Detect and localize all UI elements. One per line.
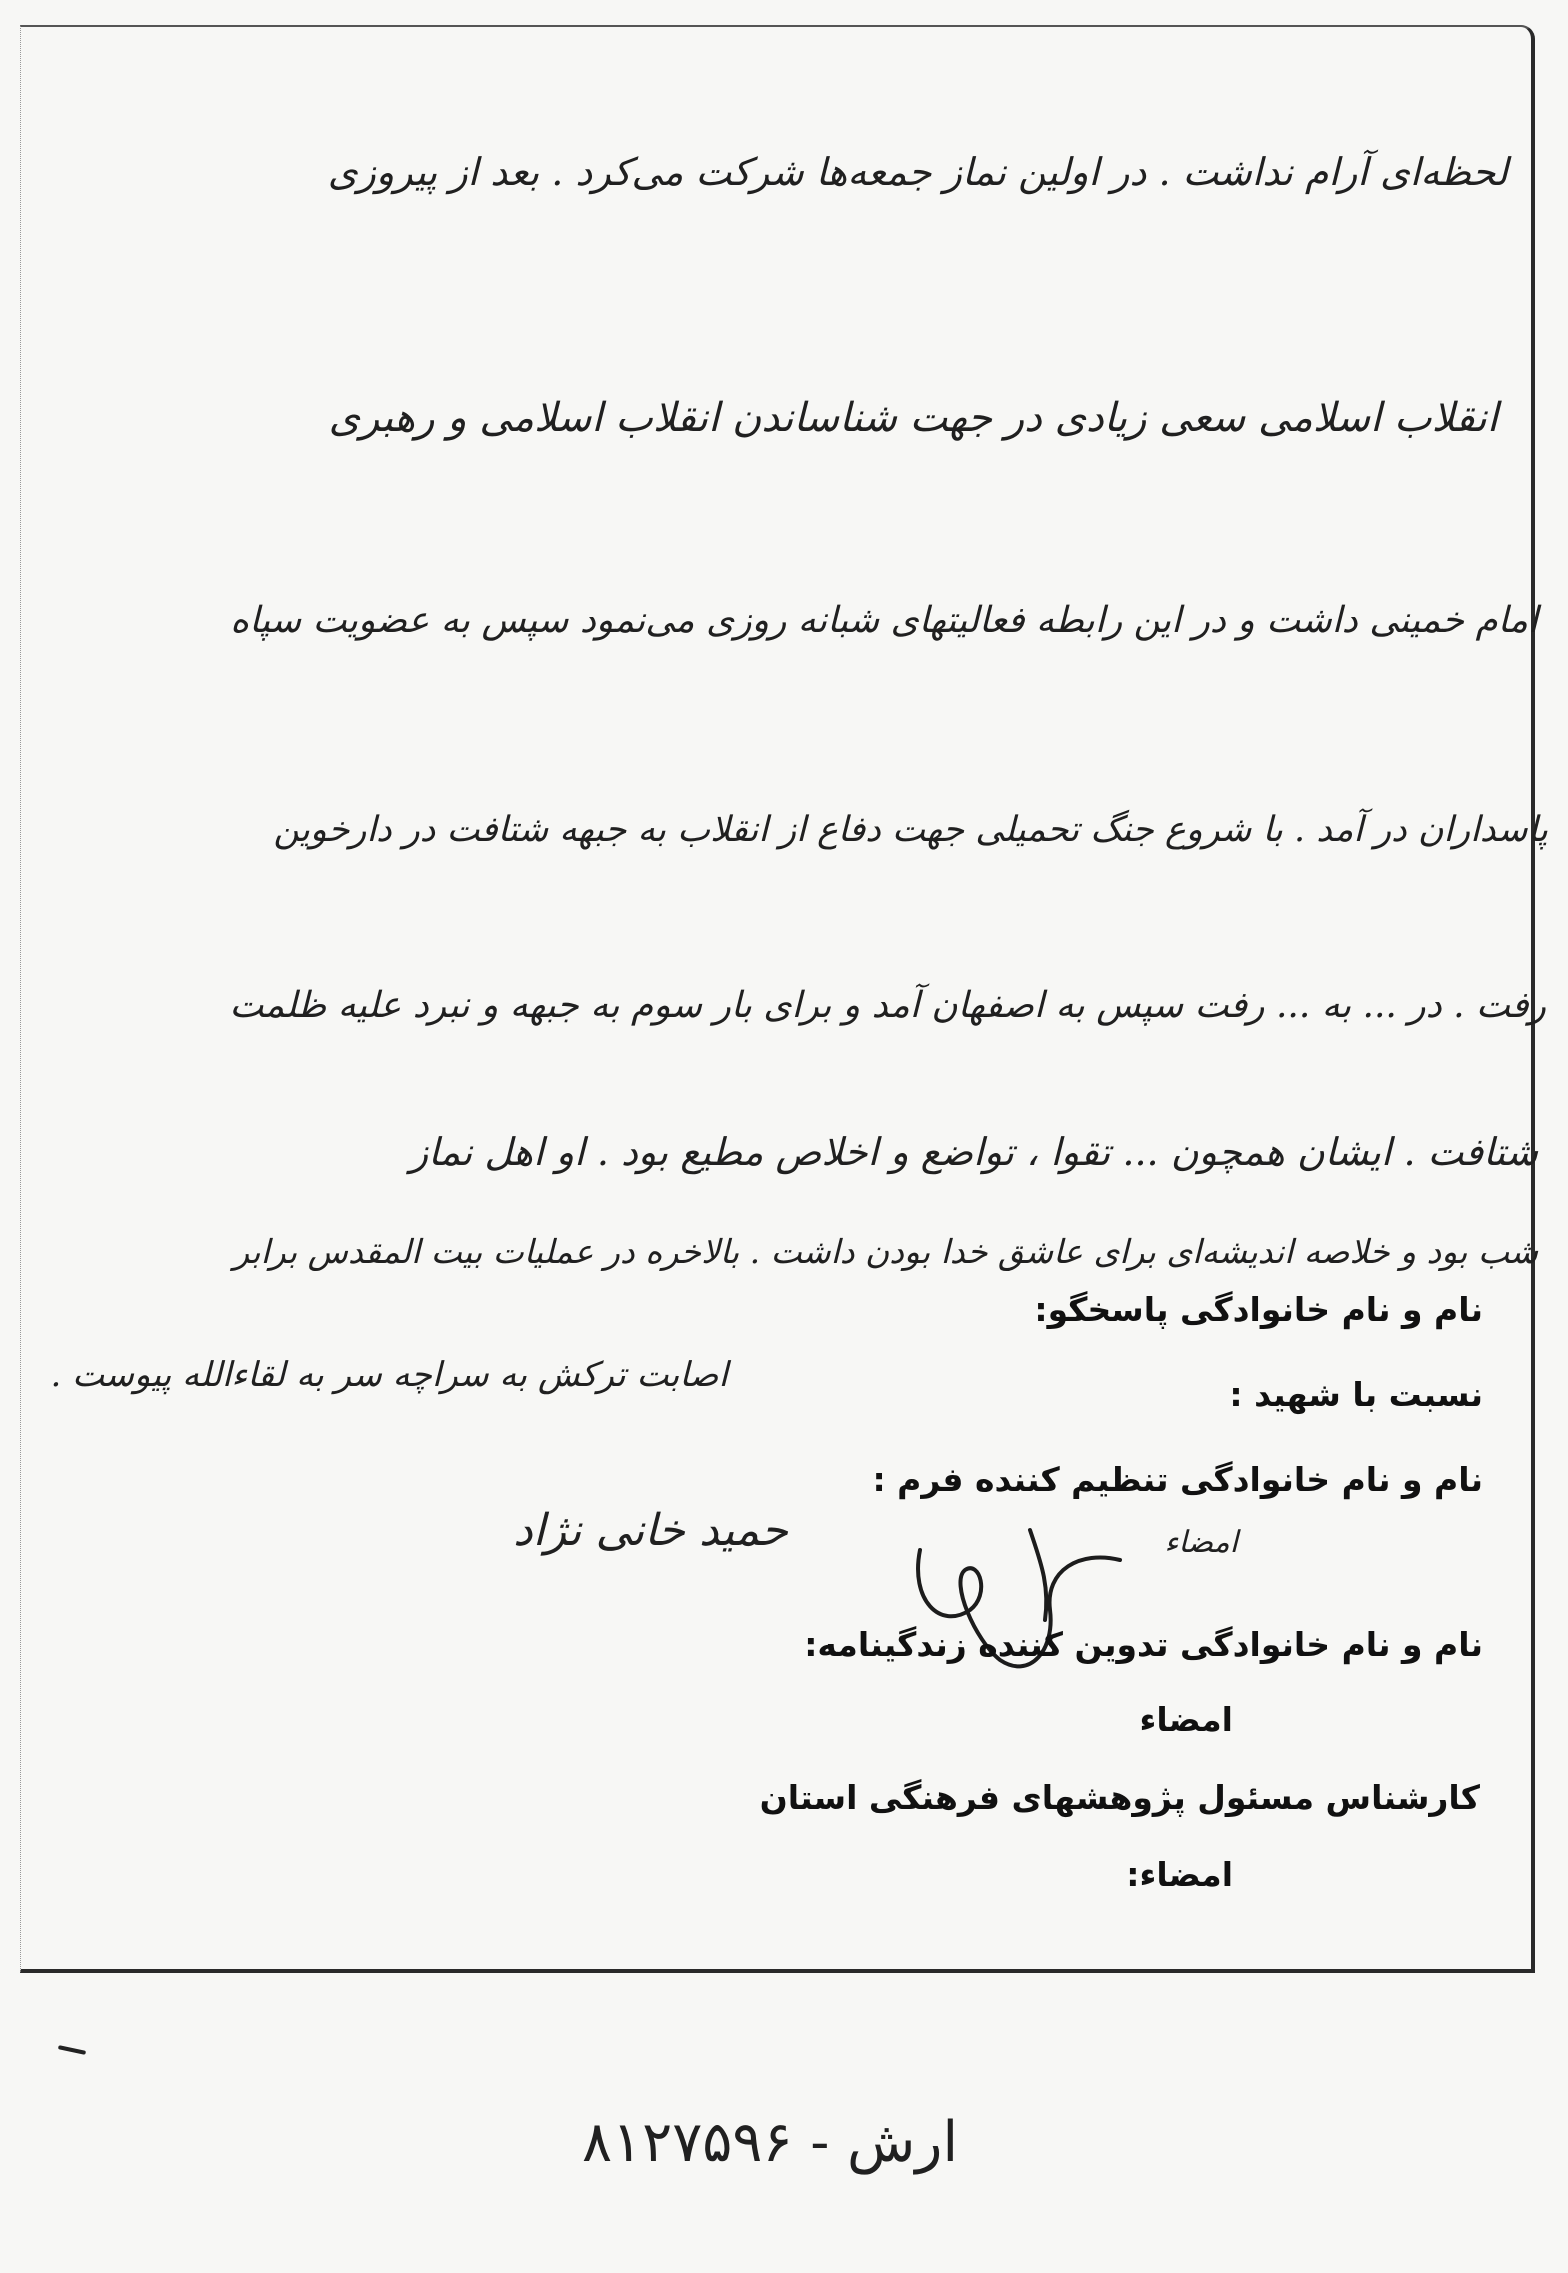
handwritten-line-3: امام خمینی داشت و در این رابطه فعالیتهای شبانه روزی می‌نمود سپس به عضویت سپاه xyxy=(230,600,1538,641)
respondent-name-label: نام و نام خانوادگی پاسخگو: xyxy=(1034,1290,1483,1329)
handwritten-line-6: شتافت . ایشان همچون ... تقوا ، تواضع و اخلاص مطیع بود . او اهل نماز xyxy=(409,1130,1538,1174)
form-filler-sign-label: امضاء xyxy=(1164,1525,1238,1560)
handwritten-line-1: لحظه‌ای آرام نداشت . در اولین نماز جمعه‌ها شرکت می‌کرد . بعد از پیروزی xyxy=(327,150,1508,194)
compiler-signature-label: امضاء xyxy=(1139,1700,1233,1739)
handwritten-line-7: شب بود و خلاصه اندیشه‌ای برای عاشق خدا بودن داشت . بالاخره در عملیات بیت المقدس برابر xyxy=(233,1232,1538,1271)
form-filler-name: حمید خانی نژاد xyxy=(513,1505,788,1556)
handwritten-line-4: پاسداران در آمد . با شروع جنگ تحمیلی جهت دفاع از انقلاب به جبهه شتافت در دارخوین xyxy=(273,810,1548,850)
cultural-research-expert-label: کارشناس مسئول پژوهشهای فرهنگی استان xyxy=(759,1778,1480,1817)
relation-to-martyr-label: نسبت با شهید : xyxy=(1229,1375,1483,1414)
handwritten-line-8: اصابت ترکش به سراچه سر به لقاءالله پیوست . xyxy=(50,1355,728,1395)
pen-stroke-mark xyxy=(58,2045,86,2055)
expert-signature-label: امضاء: xyxy=(1126,1855,1233,1894)
handwritten-line-2: انقلاب اسلامی سعی زیادی در جهت شناساندن انقلاب اسلامی و رهبری xyxy=(328,395,1498,441)
handwritten-line-5: رفت . در ... به ... رفت سپس به اصفهان آمد و برای بار سوم به جبهه و نبرد علیه ظلمت xyxy=(229,985,1546,1026)
form-filler-name-label: نام و نام خانوادگی تنظیم کننده فرم : xyxy=(872,1460,1483,1499)
archive-number: ارش - ۸۱۲۷۵۹۶ xyxy=(581,2110,958,2175)
biography-compiler-name-label: نام و نام خانوادگی تدوین کننده زندگینامه: xyxy=(804,1625,1483,1664)
